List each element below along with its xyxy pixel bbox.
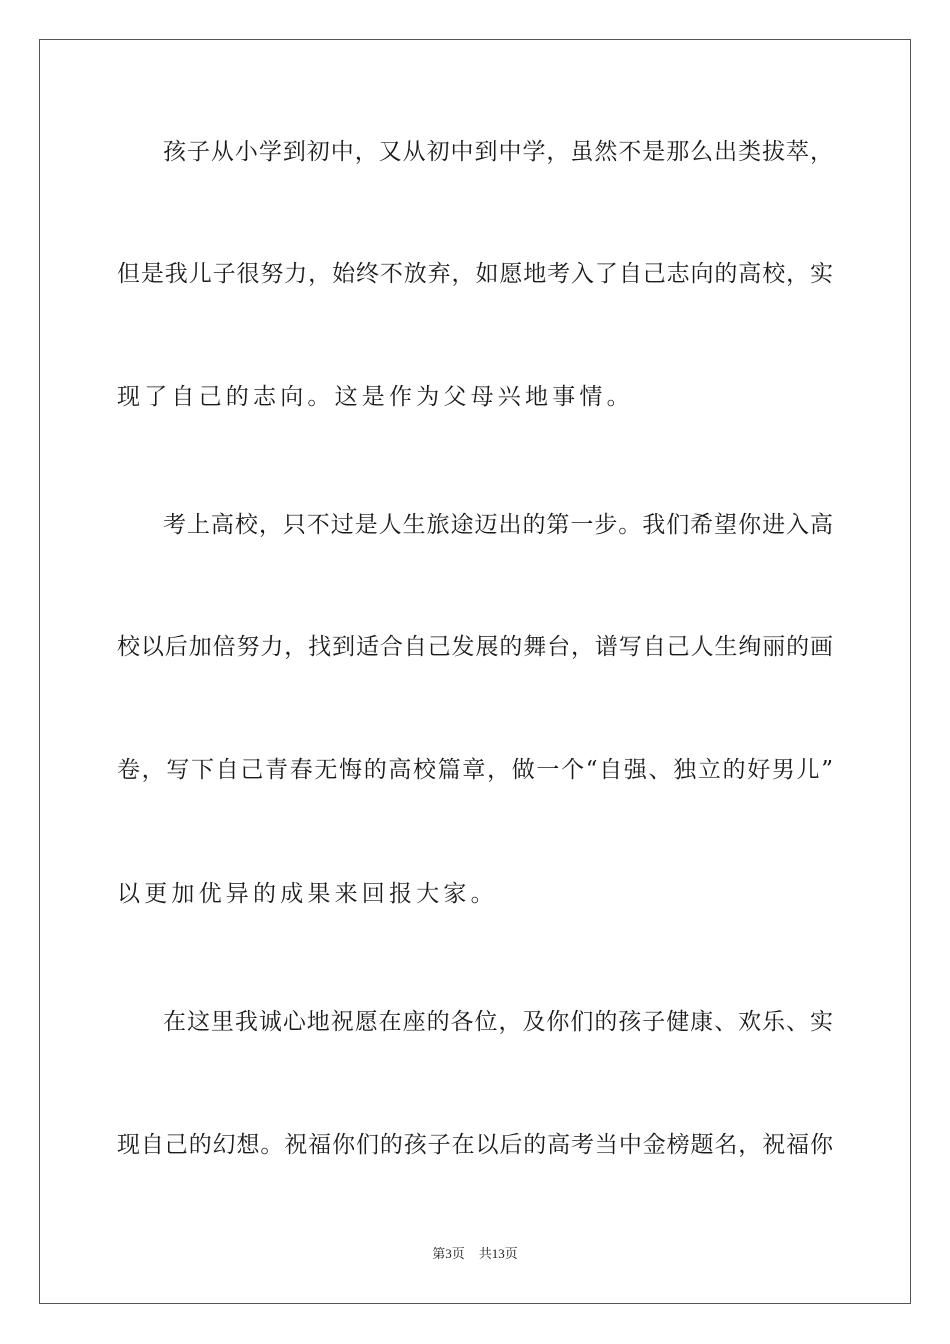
- paragraph-2-line-1: 考上高校，只不过是人生旅途迈出的第一步。我们希望你进入高: [163, 512, 833, 538]
- page-footer: [0, 1246, 950, 1262]
- paragraph-2-line-4: 以更加优异的成果来回报大家。: [117, 881, 498, 907]
- paragraph-3-line-2: 现自己的幻想。祝福你们的孩子在以后的高考当中金榜题名，祝福你: [117, 1132, 833, 1158]
- paragraph-2-line-3: 卷，写下自己青春无悔的高校篇章，做一个“自强、独立的好男儿”: [117, 757, 833, 783]
- page-total: 共13页: [478, 1246, 518, 1261]
- page-number: 第3页: [432, 1246, 465, 1261]
- paragraph-1-line-2: 但是我儿子很努力，始终不放弃，如愿地考入了自己志向的高校，实: [117, 261, 833, 287]
- paragraph-1-line-1: 孩子从小学到初中，又从初中到中学，虽然不是那么出类拔萃，: [163, 139, 833, 165]
- paragraph-3-line-1: 在这里我诚心地祝愿在座的各位，及你们的孩子健康、欢乐、实: [163, 1009, 833, 1035]
- paragraph-2-line-2: 校以后加倍努力，找到适合自己发展的舞台，谱写自己人生绚丽的画: [117, 634, 833, 660]
- paragraph-1-line-3: 现了自己的志向。这是作为父母兴地事情。: [117, 384, 634, 410]
- page-frame: [39, 39, 911, 1304]
